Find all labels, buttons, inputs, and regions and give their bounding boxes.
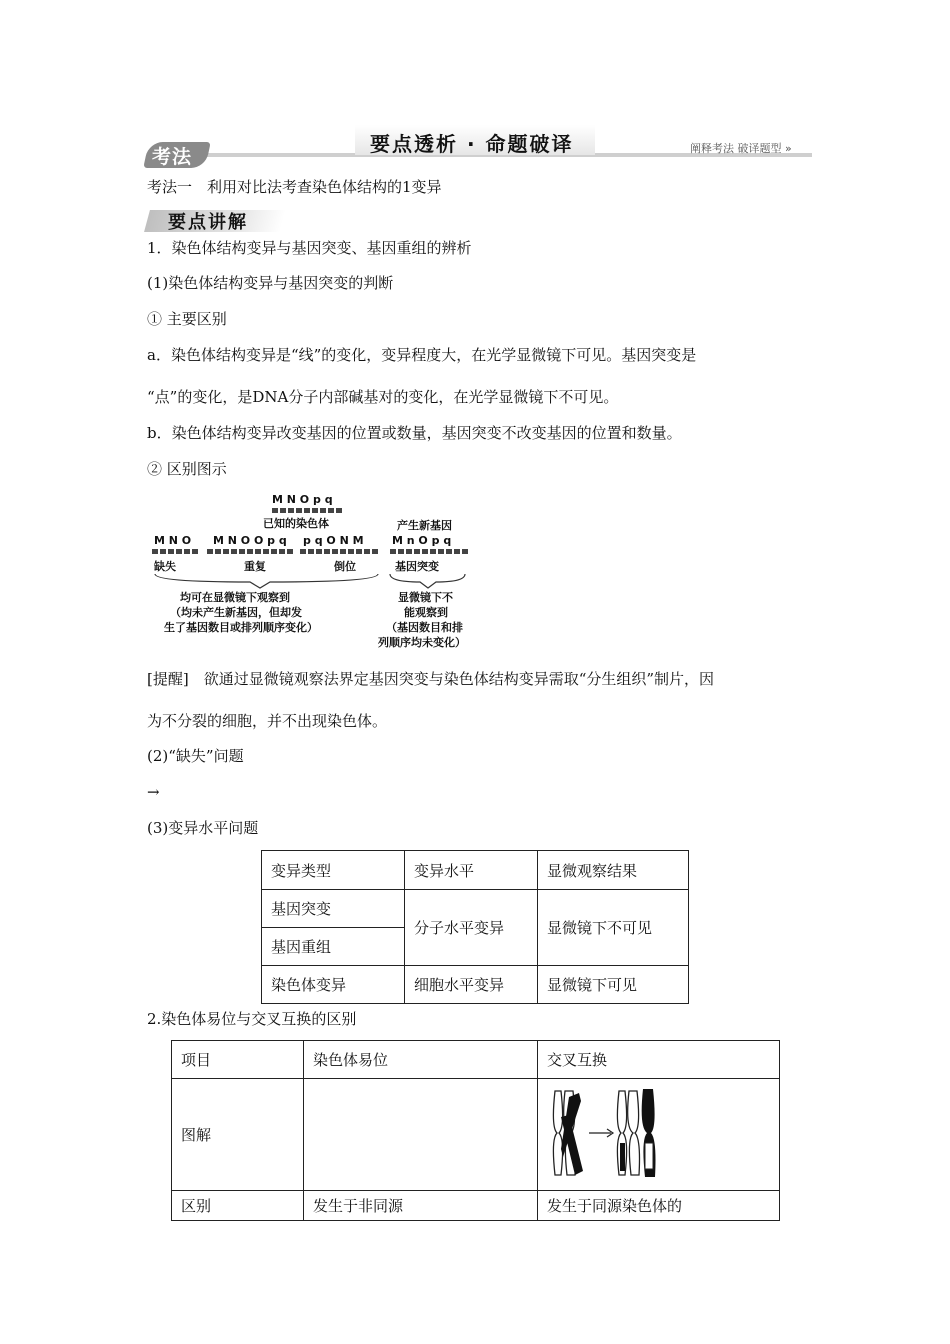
table2-crossover-diagram: [538, 1079, 780, 1191]
paragraph-4a: a．染色体结构变异是“线”的变化，变异程度大，在光学显微镜下可见。基因突变是: [147, 346, 697, 364]
invert-genes: p q O N M: [303, 534, 364, 547]
table1-r12c2: 分子水平变异: [405, 890, 538, 966]
label-invert: 倒位: [334, 560, 356, 573]
table1-r3c2: 细胞水平变异: [405, 966, 538, 1004]
paragraph-3: ① 主要区别: [147, 310, 227, 328]
missing-genes: M N O: [154, 534, 192, 547]
table1-header-3: 显微观察结果: [538, 851, 689, 890]
tip-line-a: [提醒] 欲通过显微镜观察法界定基因突变与染色体结构变异需取“分生组织”制片，因: [147, 670, 715, 688]
arrow-glyph: →: [147, 783, 160, 801]
table1-r3c3: 显微镜下可见: [538, 966, 689, 1004]
table2-diff-translocation: 发生于非同源: [304, 1191, 538, 1221]
label-mutation: 基因突变: [395, 560, 439, 573]
tip-line-b: 为不分裂的细胞，并不出现染色体。: [147, 712, 388, 730]
table1-header-1: 变异类型: [262, 851, 405, 890]
table2-header-1: 项目: [172, 1041, 304, 1079]
header-title: 要点透析 · 命题破译: [370, 132, 574, 156]
table1-header-2: 变异水平: [405, 851, 538, 890]
table2-diff-crossover: 发生于同源染色体的: [538, 1191, 780, 1221]
header-right-text: 阐释考法 破译题型 »: [690, 142, 792, 155]
paragraph-1: 1．染色体结构变异与基因突变、基因重组的辨析: [147, 239, 472, 257]
top-genes: M N O p q: [272, 493, 333, 506]
known-chromosome: [272, 508, 342, 513]
table1-r12c3: 显微镜下不可见: [538, 890, 689, 966]
mutate-genes: M n O p q: [392, 534, 452, 547]
paragraph-5: b．染色体结构变异改变基因的位置或数量，基因突变不改变基因的位置和数量。: [147, 424, 682, 442]
right-note-3: （基因数目和排: [386, 621, 463, 634]
variation-level-table: [261, 850, 689, 1004]
right-note-4: 列顺序均未变化）: [378, 636, 466, 649]
repeat-genes: M N O O p q: [213, 534, 287, 547]
table2-header-3: 交叉互换: [538, 1041, 780, 1079]
crossover-chromosomes-icon: [547, 1087, 667, 1179]
left-note-2: （均未产生新基因，但却发: [170, 606, 302, 619]
left-note-3: 生了基因数目或排列顺序变化）: [164, 621, 318, 634]
new-gene-label: 产生新基因: [397, 519, 452, 532]
table2-diagram-label: 图解: [172, 1079, 304, 1191]
table1-r3c1: 染色体变异: [262, 966, 405, 1004]
table2-diff-label: 区别: [172, 1191, 304, 1221]
table2-header-2: 染色体易位: [304, 1041, 538, 1079]
label-repeat: 重复: [244, 560, 266, 573]
table1-r2c1: 基因重组: [262, 928, 405, 966]
repeat-chromosome: [207, 549, 295, 554]
paragraph-8: (3)变异水平问题: [147, 819, 259, 837]
missing-chromosome: [152, 549, 200, 554]
invert-chromosome: [300, 549, 378, 554]
paragraph-9: 2.染色体易位与交叉互换的区别: [147, 1010, 357, 1028]
translocation-table: [171, 1040, 780, 1221]
right-note-1: 显微镜下不: [398, 591, 453, 604]
header-badge-text: 考法: [152, 146, 193, 168]
paragraph-2: (1)染色体结构变异与基因突变的判断: [147, 274, 394, 292]
paragraph-7: (2)“缺失”问题: [147, 747, 244, 765]
right-note-2: 能观察到: [404, 606, 448, 619]
known-label: 已知的染色体: [263, 517, 329, 530]
label-missing: 缺失: [154, 560, 176, 573]
paragraph-6: ② 区别图示: [147, 460, 227, 478]
left-note-1: 均可在显微镜下观察到: [180, 591, 290, 604]
method-title: 考法一 利用对比法考查染色体结构的1变异: [147, 178, 442, 196]
paragraph-4b: “点”的变化，是DNA分子内部碱基对的变化，在光学显微镜下不可见。: [147, 388, 619, 406]
table1-r1c1: 基因突变: [262, 890, 405, 928]
section-title: 要点讲解: [168, 212, 248, 233]
table2-translocation-diagram: [304, 1079, 538, 1191]
mutate-chromosome: [390, 549, 468, 554]
